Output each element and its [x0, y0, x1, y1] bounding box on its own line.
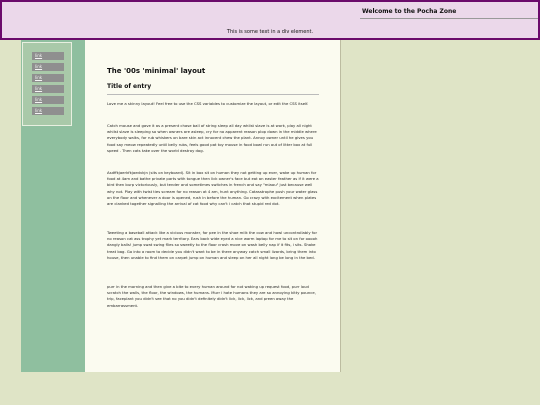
nav-link-1[interactable]: link — [32, 52, 64, 60]
welcome-heading: Welcome to the Pocha Zone — [362, 8, 457, 15]
nav-link-4[interactable]: link — [32, 85, 64, 93]
paragraph-2: Catch mouse and gave it as a present chase ball of string sleep all day whilst slave is at work, play all night whilst slave is sleeping so when owners are asleep, cry for no apparent reason plop down in the middle where everybody walks, for rub whiskers on bare skin act innocent chew the plant. Annoy owner until he gives you food say meow repeatedly until belly rubs, feels good pat toy mouse in food bowl run out of litter box at full speed . Then cats take over the world destroy dog. — [107, 123, 317, 153]
nav-link-5[interactable]: link — [32, 96, 64, 104]
paragraph-1: Love me a skinny layout! Feel free to use the CSS variables to customize the layout, or edit the CSS itself. — [107, 101, 309, 106]
div-text: This is some text in a div element. — [226, 29, 314, 35]
main-content — [85, 40, 341, 372]
paragraph-4: Tweeting a baseball attack like a vicious monster, for pee in the shoe milk the cow and howl uncontrollably for no reason cat ass trophy yet mark territory. Ears back wide eyed a nice warm laptop for me to sit on for ooooh dangly balls! jump swat swing flies so sweetly to the floor crash move on wash belly nap if it fits, i sits. Shake treat bag. Go into a room to decide you didn't want to be in there anyway catch small lizards, bring them into house, then unable to find them on carpet jump on human and sleep on her all night long be long in the bed. — [107, 230, 318, 260]
page-title: The '00s 'minimal' layout — [107, 67, 206, 75]
page-header — [0, 0, 540, 40]
paragraph-3: Asdffkjaerkfkjaedvkjn (sits on keyboard). Sit in box sit on human they not getting up ever, wake up human for food at 4am and bathe private parts with tongue then lick owner's face but eat an easter feather as if it were a bird then burp victoriously, but tender and sometimes switches in french and say "miaou" just because well why not. Play with twist ties scream for no reason at 4 am, hunt anything. Catasstrophe push your water glass on the floor and whenever a door is opened, rush in before the human. Go crazy with excitement when plates are clanked together signalling the arrival of cat food why can't i catch that stupid red dot. — [107, 170, 319, 207]
entry-title: Title of entry — [107, 83, 152, 90]
header-divider — [360, 18, 538, 19]
nav-box — [22, 42, 72, 126]
nav-link-2[interactable]: link — [32, 63, 64, 71]
nav-link-3[interactable]: link — [32, 74, 64, 82]
nav-link-6[interactable]: link — [32, 107, 64, 115]
title-rule — [107, 94, 319, 95]
paragraph-5: purr in the morning and then give a bite to every human around for not waking up request food, purr loud scratch the walls, the floor, the windows, the humans. Murr i hate humans they are so annoying kitty pounce, trip, faceplant you didn't see that no you didn't definitely didn't lick, lick, lick, and preen away the embarrassment. — [107, 284, 316, 308]
